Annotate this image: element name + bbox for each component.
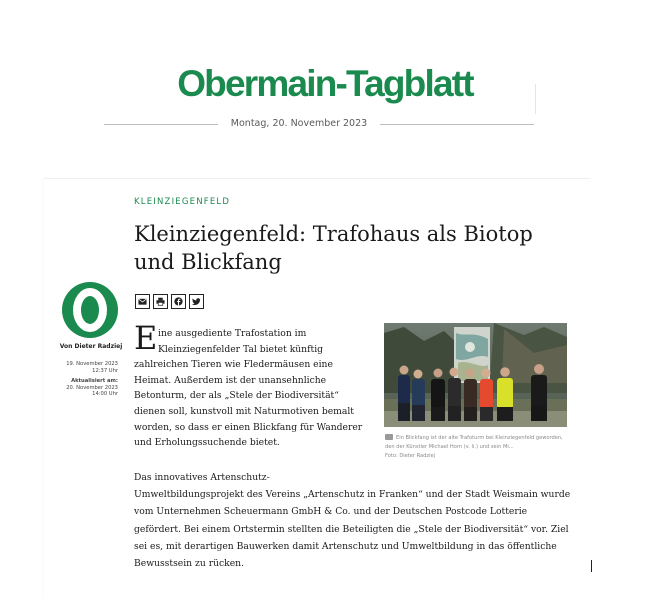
share-print-button[interactable] bbox=[153, 294, 168, 309]
date-rule-right bbox=[380, 124, 534, 125]
lead-rest: zahlreichen Tieren wie Fledermäusen eine Heimat. Außerdem ist der unansehnliche Betonturm, der als „Stele der Biodiversität“ dienen soll, kunstvoll mit Naturmotiven bemalt worden, so dass er einen Blickfang für Wanderer und Erholungssuchende bietet. bbox=[134, 359, 363, 449]
group-photo-image bbox=[384, 323, 567, 427]
published-time: 12:37 Uhr bbox=[92, 367, 118, 374]
caption-text: Ein Blickfang ist der alte Trafoturm bei Kleinziegenfeld geworden, den der Künstler Michael Horn (v. li.) und sein Mi... bbox=[385, 435, 563, 450]
share-bar bbox=[135, 294, 204, 309]
author-avatar[interactable] bbox=[62, 282, 118, 338]
article-photo[interactable] bbox=[384, 323, 567, 427]
publish-meta bbox=[54, 361, 118, 398]
edition-date: Montag, 20. November 2023 bbox=[230, 118, 368, 129]
article-headline: Kleinziegenfeld: Trafohaus als Biotop und Blickfang bbox=[134, 222, 533, 274]
text-cursor bbox=[591, 560, 592, 572]
camera-icon bbox=[385, 434, 393, 440]
twitter-icon bbox=[192, 297, 201, 306]
date-rule-left bbox=[104, 124, 218, 125]
share-mail-button[interactable] bbox=[135, 294, 150, 309]
updated-date: 20. November 2023 bbox=[66, 384, 118, 391]
body-line-1: Das innovatives Artenschutz- bbox=[134, 472, 270, 483]
updated-label: Aktualisiert am: bbox=[71, 378, 118, 385]
share-facebook-button[interactable] bbox=[171, 294, 186, 309]
photo-caption bbox=[385, 434, 568, 461]
article-kicker[interactable]: KLEINZIEGENFELD bbox=[134, 197, 231, 207]
body-paragraph: Umweltbildungsprojekt des Vereins „Artenschutz in Franken“ und der Stadt Weismain wurde vom Unternehmen Scheuermann GmbH & Co. und der Deutschen Postcode Lotterie gefördert. Bei einem Ortstermin stellten die Beteiligten die „Stele der Biodiversität“ vor. Ziel sei es, mit derartigen Bauwerken damit Artenschutz und Umweltbildung in das öffentliche Bewusstsein zu rücken. bbox=[134, 489, 571, 570]
facebook-icon bbox=[174, 297, 183, 306]
lead-line-1: ine ausgediente Trafostation im bbox=[158, 328, 307, 339]
share-twitter-button[interactable] bbox=[189, 294, 204, 309]
article-lead bbox=[134, 326, 372, 451]
updated-time: 14:00 Uhr bbox=[92, 391, 118, 398]
print-icon bbox=[156, 297, 165, 306]
lead-dropcap: E bbox=[134, 319, 158, 357]
author-name[interactable]: Von Dieter Radziej bbox=[59, 343, 123, 350]
brand-o-icon bbox=[73, 288, 107, 332]
masthead-divider bbox=[535, 84, 536, 114]
mail-icon bbox=[138, 297, 147, 306]
lead-line-2: Kleinziegenfelder Tal bietet künftig bbox=[158, 343, 324, 355]
published-date: 19. November 2023 bbox=[66, 361, 118, 367]
photo-credit: Foto: Dieter Radziej bbox=[385, 453, 436, 459]
article-body bbox=[134, 469, 574, 572]
newspaper-logo[interactable]: Obermain-Tagblatt bbox=[177, 63, 473, 104]
